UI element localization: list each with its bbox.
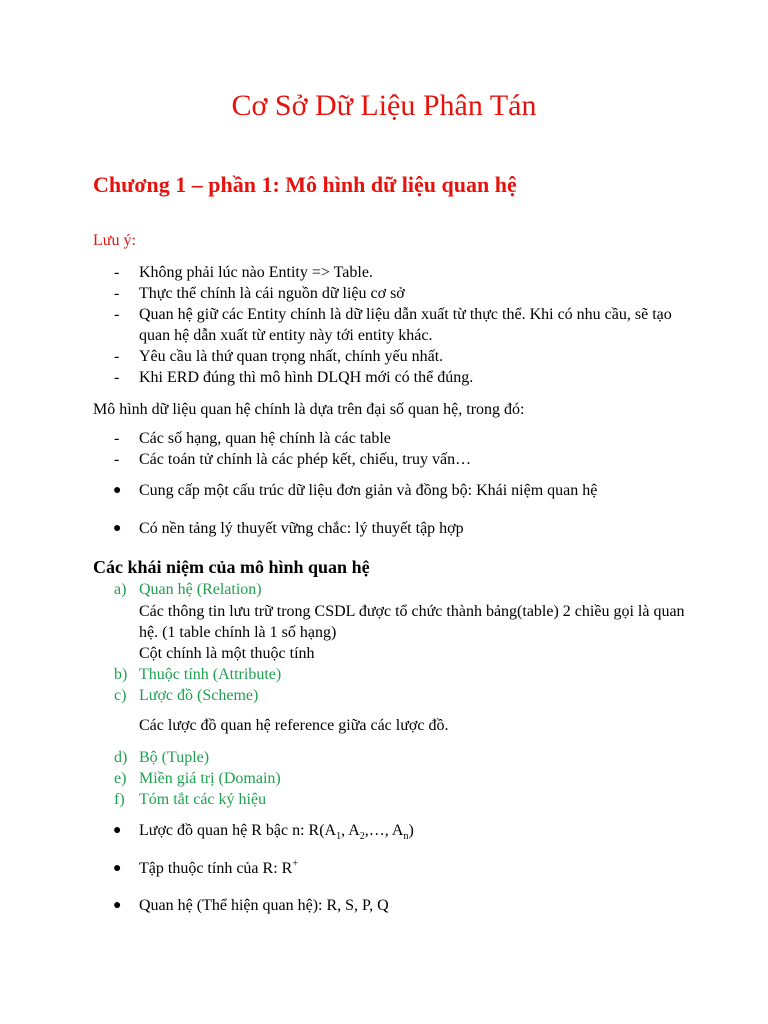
note-label: Lưu ý: [93,232,136,249]
dash-marker: - [114,306,120,323]
dash-marker: - [114,348,120,365]
symbols-list-1 [0,820,699,841]
symbols-list-3 [0,895,699,916]
bullet-icon: ● [113,898,122,913]
list-item: - Không phải lúc nào Entity => Table. [114,264,373,281]
concepts-list-a [0,579,699,600]
list-item: - Khi ERD đúng thì mô hình DLQH mới có thể đúng. [114,369,474,386]
notes-list [0,262,679,388]
symbols-list-2 [0,858,699,879]
list-item: - Yêu cầu là thứ quan trọng nhất, chính yếu nhất. [114,348,444,365]
list-item: a) Quan hệ (Relation) [114,581,262,598]
list-item: ● Có nền tảng lý thuyết vững chắc: lý thuyết tập hợp [113,520,464,537]
list-item: ● Tập thuộc tính của R: R+ [113,858,298,877]
list-item: ● Lược đồ quan hệ R bậc n: $R(A_1$, $A_2,\dots$, $A_n$) [113,822,414,843]
model-bullets-list [0,480,699,501]
dash-marker: - [114,451,120,468]
bullet-icon: ● [113,521,122,536]
dash-marker: - [114,264,120,281]
list-item: b) Thuộc tính (Attribute) [114,666,282,683]
model-bullets-list-2 [0,518,699,539]
bullet-icon: ● [113,861,122,876]
document-title: Cơ Sở Dữ Liệu Phân Tán [231,89,537,122]
section-heading: Các khái niệm của mô hình quan hệ [93,557,370,577]
list-item: f) Tóm tắt các ký hiệu [114,791,267,808]
list-item: ● Cung cấp một cấu trúc dữ liệu đơn giản và đồng bộ: Khái niệm quan hệ [113,482,598,499]
chapter-heading: Chương 1 – phần 1: Mô hình dữ liệu quan hệ [93,172,517,197]
list-item: - Các toán tử chính là các phép kết, chiếu, truy vấn… [114,451,472,468]
relation-description: Các thông tin lưu trữ trong CSDL được tổ chức thành bảng(table) 2 chiều gọi là quan hệ. (1 table chính là 1 số hạng) [139,603,685,641]
concepts-list-def [0,747,699,810]
list-item: d) Bộ (Tuple) [114,749,210,766]
model-items-list [0,428,679,470]
list-item: e) Miền giá trị (Domain) [114,770,281,787]
scheme-description: Các lược đồ quan hệ reference giữa các lược đồ. [139,717,449,734]
bullet-icon: ● [113,483,122,498]
dash-marker: - [114,285,120,302]
dash-marker: - [114,430,120,447]
list-item: - Quan hệ giữ các Entity chính là dữ liệu dẫn xuất từ thực thể. Khi có nhu cầu, sẽ tạo quan hệ dẫn xuất từ entity này tới entity khác. [114,306,672,344]
concepts-list-bc [0,664,699,706]
model-intro: Mô hình dữ liệu quan hệ chính là dựa trên đại số quan hệ, trong đó: [93,401,525,418]
list-item: - Các số hạng, quan hệ chính là các table [114,430,391,447]
dash-marker: - [114,369,120,386]
relation-description-2: Cột chính là một thuộc tính [139,645,315,662]
list-item: ● Quan hệ (Thể hiện quan hệ): R, S, P, Q [113,897,389,914]
bullet-icon: ● [113,823,122,838]
list-item: - Thực thể chính là cái nguồn dữ liệu cơ sở [114,285,405,302]
list-item: c) Lược đồ (Scheme) [114,687,259,704]
